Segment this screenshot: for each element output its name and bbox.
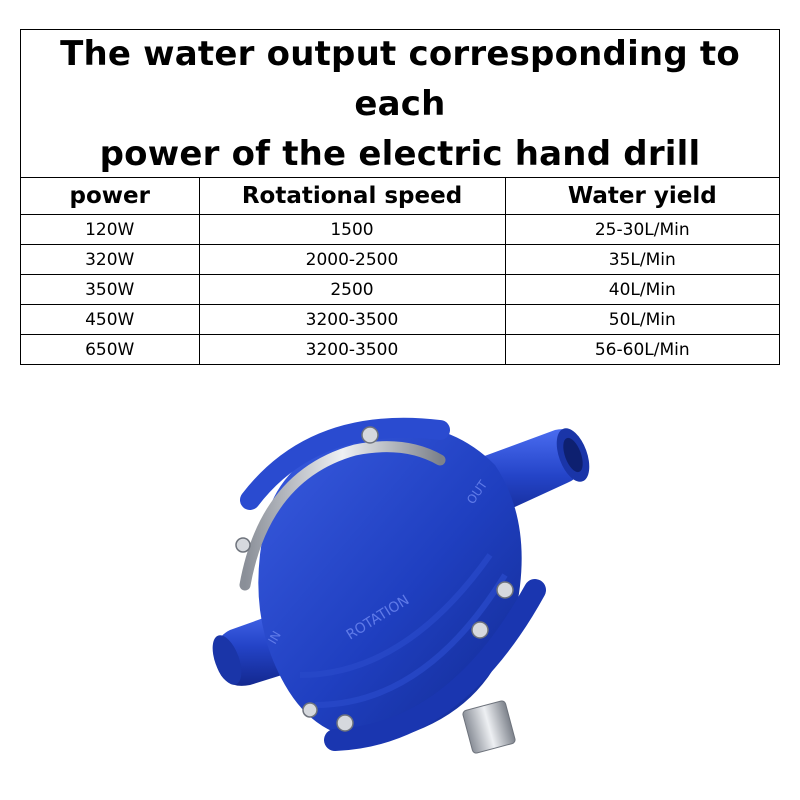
cell-yield: 35L/Min <box>505 245 779 275</box>
header-rotational-speed: Rotational speed <box>199 178 505 215</box>
pump-body <box>258 425 521 740</box>
title-box <box>21 30 779 178</box>
table-row <box>21 215 779 245</box>
cell-speed: 2000-2500 <box>199 245 505 275</box>
table-header-row <box>21 178 779 215</box>
in-label: IN <box>265 628 284 647</box>
out-label: OUT <box>463 477 491 507</box>
cell-power: 650W <box>21 335 199 365</box>
cell-speed: 1500 <box>199 215 505 245</box>
drill-pump-image <box>205 405 595 785</box>
table-row <box>21 305 779 335</box>
table-row <box>21 245 779 275</box>
rotation-label: ROTATION <box>343 592 413 644</box>
cell-power: 450W <box>21 305 199 335</box>
cell-speed: 3200-3500 <box>199 305 505 335</box>
cell-yield: 25-30L/Min <box>505 215 779 245</box>
cell-yield: 40L/Min <box>505 275 779 305</box>
water-output-table <box>21 178 779 364</box>
table-row <box>21 275 779 305</box>
cell-power: 350W <box>21 275 199 305</box>
spec-table <box>20 29 780 365</box>
cell-power: 320W <box>21 245 199 275</box>
cell-power: 120W <box>21 215 199 245</box>
header-power: power <box>21 178 199 215</box>
title-line-2: power of the electric hand drill <box>99 133 701 174</box>
cell-yield: 56-60L/Min <box>594 339 690 360</box>
header-water-yield: Water yield <box>505 178 779 215</box>
cell-speed: 2500 <box>199 275 505 305</box>
drive-shaft <box>462 700 516 754</box>
table-row <box>21 335 779 365</box>
page-title <box>21 29 779 179</box>
cell-yield: 50L/Min <box>505 305 779 335</box>
cell-speed: 3200-3500 <box>199 335 505 365</box>
title-line-1: The water output corresponding to each <box>60 33 740 124</box>
